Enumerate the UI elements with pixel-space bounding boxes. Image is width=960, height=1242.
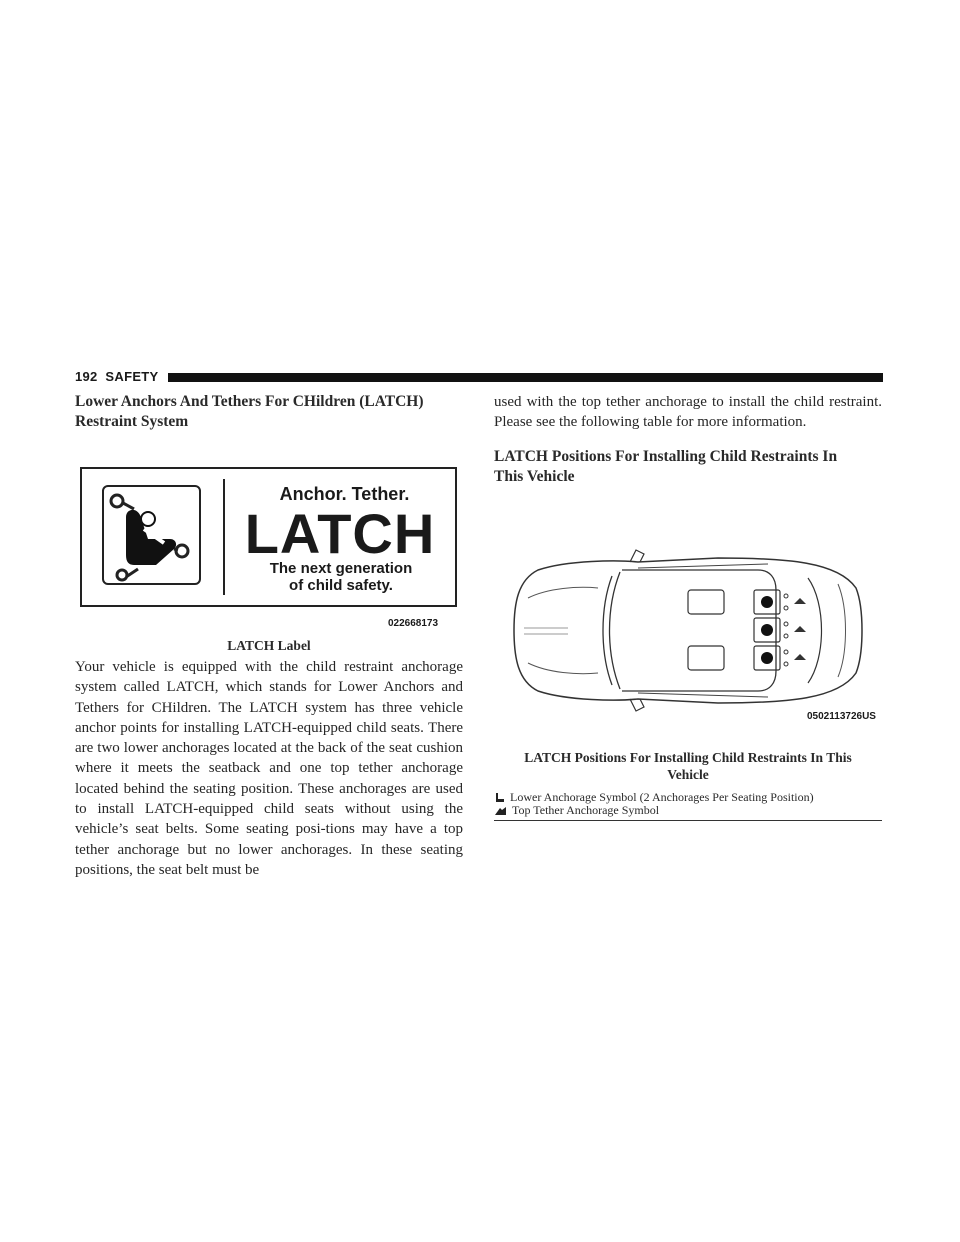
right-column [494, 392, 882, 487]
figure-caption-positions: LATCH Positions For Installing Child Restraints In This Vehicle [524, 750, 852, 782]
child-seat-icon [104, 487, 199, 583]
figure-code-left: 022668173 [388, 618, 439, 629]
legend-item-lower-anchorage: Lower Anchorage Symbol (2 Anchorages Per Seating Position) [494, 791, 882, 804]
top-tether-icon [494, 805, 508, 817]
rear-seat-positions [754, 590, 806, 670]
label-next-generation: The next generation of child safety. [269, 560, 413, 594]
figure-code-right: 0502113726US [807, 711, 876, 722]
label-anchor-tether: Anchor. Tether. [279, 484, 410, 504]
left-column [75, 392, 463, 432]
latch-label-figure [80, 467, 457, 607]
header-rule [168, 373, 883, 382]
diagram-legend [494, 791, 882, 817]
lower-anchorage-icon [494, 792, 506, 804]
legend-item-top-tether: Top Tether Anchorage Symbol [494, 804, 882, 817]
left-body [75, 657, 463, 880]
section-heading-positions: LATCH Positions For Installing Child Restraints In This Vehicle [494, 447, 838, 485]
vehicle-diagram [508, 548, 868, 713]
figure-caption-latch-label: LATCH Label [227, 638, 311, 653]
page-header [75, 369, 883, 385]
body-paragraph-right: used with the top tether anchorage to install the child restraint. Please see the following table for more information. [494, 394, 882, 431]
section-heading-latch: Lower Anchors And Tethers For CHildren (LATCH) Restraint System [75, 393, 424, 430]
label-latch: LATCH [244, 502, 436, 565]
legend-rule [494, 820, 882, 821]
figure-divider [223, 479, 225, 595]
child-seat-symbol [102, 485, 201, 585]
body-paragraph-left: Your vehicle is equipped with the child restraint anchorage system called LATCH, which stands for Lower Anchors and Tethers for CHildren. The LATCH system has three vehicle anchor points for installing LATCH-equipped child seats. There are two lower anchorages located at the back of the seat cushion where it meets the seatback and one top tether anchorage located behind the seating position. These anchorages are used to install LATCH-equipped child seats without using the vehicle’s seat belts. Some seating posi-tions may have a top tether anchorage but no lower anchorages. In these seating positions, the seat belt must be [75, 659, 463, 878]
page-number-section: 192 SAFETY [75, 369, 159, 384]
